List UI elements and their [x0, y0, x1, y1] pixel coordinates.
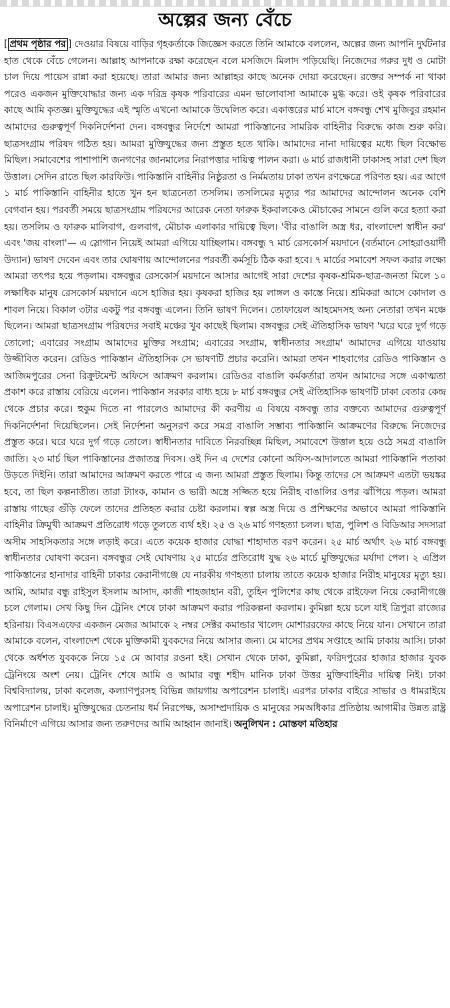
- byline-label: অনুলিখন :: [234, 719, 277, 731]
- article-text: দেওয়ার বিষয়ে বাড়ির গৃহকর্তাকে জিজ্ঞেস করতে তিনি আমাকে বললেন, অল্পের জন্য আপনি দুর্ঘটনার হাত থেকে বেঁচে গেলেন। আল্লাহ আপনাকে রক্ষা করেছেন বলে মসজিদে মিলাদ পড়িয়েছি। নিজেদের গরুর দুধ ও মোটা চাল দিয়ে পায়েস রান্না করা হয়েছে। তারা আমার জন্য আল্লাহর কাছে অনেক দোয়া করেছেন। রক্তের সম্পর্ক না থাকা পরেও একজন মুক্তিযোদ্ধার জন্য এক দরিদ্র কৃষক পরিবারের এমন ভালোবাসা আমাকে মুগ্ধ করে। ওই কৃষক পরিবারের কাছে আমি কৃতজ্ঞ। মুক্তিযুদ্ধের এই স্মৃতি এখনো আমাকে উদ্বেলিত করে। একাত্তরের মার্চ মাসে বঙ্গবন্ধু শেখ মুজিবুর রহমান আমাদের গুরুত্বপূর্ণ দিকনির্দেশনা দেন। বঙ্গবন্ধুর নির্দেশে আমরা পাকিস্তানের সামরিক বাহিনীর বিরুদ্ধে কাজ শুরু করি। ছাত্রসংগ্রাম পরিষদ গঠিত হয়। আমরা মুক্তিযুদ্ধের জন্য প্রস্তুত হতে থাকি। আমাদের নানা দায়িত্বের মধ্যে ছিল বিক্ষোভ মিছিল। সমাবেশের পাশাপাশি জনগণের জানমালের নিরাপত্তার দায়িত্ব পালন করা। ৬ মার্চ রাজধানী ঢাকাসহ সারা দেশ ছিল উত্তাল। সেদিন রাতে ছিল কারফিউ। পাকিস্তানি বাহিনীর নিষ্ঠুরতা ও নির্মমতায় ঢাকা তখন রণক্ষেত্রে পরিণত হয়। এর আগে ১ মার্চ পাকিস্তানি বাহিনীর হাতে খুন হন ছাত্রনেতা তসলিম। তসলিমের মৃত্যুর পর আমাদের আন্দোলন অনেক বেশি বেগবান হয়। পরবর্তী সময়ে ছাত্রসংগ্রাম পরিষদের আরেক নেতা ফারুক ইকবালকেও মৌচাকের সামনে গুলি করে হত্যা করা হয়। তসলিম ও ফারুক মালিবাগ, গুলবাগ, মৌচাক এলাকার দায়িত্বে ছিল। 'বীর বাঙালি অস্ত্র ধর, বাংলাদেশ স্বাধীন কর' এবং 'জয় বাংলা'— এ স্লোগান নিয়েই আমরা এগিয়ে যাচ্ছিলাম। বঙ্গবন্ধু ৭ মার্চ রেসকোর্স ময়দানে (বর্তমানে সোহরাওয়ার্দী উদ্যান) ভাষণ দেবেন এবং তার ঘোষণায় আন্দোলনের পরবর্তী কর্মসূচি ঠিক করা হবে। ৭ মার্চের সমাবেশ সফল করার লক্ষ্যে আমরা তৎপর হয়ে পড়লাম। বঙ্গবন্ধুর রেসকোর্স ময়দানে আসার আগেই সারা দেশের কৃষক-শ্রমিক-ছাত্র-জনতা মিলে ১০ লক্ষাধিক মানুষ রেসকোর্স ময়দানে এসে হাজির হয়। কৃষকরা হাজির হয় লাঙ্গল ও কাস্তে নিয়ে। শ্রমিকরা আসে কোদাল ও শাবল নিয়ে। বিকাল ৩টার একটু পর বঙ্গবন্ধু এলেন। তিনি ভাষণ দিলেন। তোফায়েল আহমেদসহ অন্য নেতারা তখন মঞ্চে ছিলেন। আমরা ছাত্রসংগ্রাম পরিষদের সবাই মঞ্চের খুব কাছেই ছিলাম। বঙ্গবন্ধুর সেই ঐতিহাসিক ভাষণ 'ঘরে ঘরে দুর্গ গড়ে তোলো; এবারের সংগ্রাম আমাদের মুক্তির সংগ্রাম; এবারের সংগ্রাম, স্বাধীনতার সংগ্রাম' আমাদের এগিয়ে যাওয়ায় উজ্জীবিত করেন। রেডিও পাকিস্তান ঐতিহাসিক সে ভাষণটি প্রচার করেনি। আমরা তখন শাহবাগের রেডিও পাকিস্তান ও আজিমপুরের সেনা রিক্রুটমেন্ট অফিসে আক্রমণ করলাম। রেডিওর বাঙালি কর্মকর্তারা তখন আমাদের সঙ্গে একাত্মতা প্রকাশ করে রাস্তায় বেরিয়ে এলেন। পাকিস্তান সরকার বাধ্য হয়ে ৮ মার্চ বঙ্গবন্ধুর সেই ঐতিহাসিক ভাষণটি ঢাকা বেতার কেন্দ্র থেকে প্রচার করে। হুকুম দিতে না পারলেও আমাদের কী করণীয় এ বিষয়ে বঙ্গবন্ধু তার বক্তব্যে আমাদের গুরুত্বপূর্ণ দিকনির্দেশনা দিয়েছিলেন। সেই নির্দেশনা অনুসরণ করে সমগ্র বাঙালি সম্ভাব্য পাকিস্তানি আক্রমণের বিরুদ্ধে নিজেদের প্রস্তুত করে। ঘরে ঘরে দুর্গ গড়ে তোলে। স্বাধীনতার দাবিতে নিরবচ্ছিন্ন মিছিল, সমাবেশে উত্তাল হয়ে ওঠে সমগ্র বাঙালি জাতি। ২৩ মার্চ ছিল পাকিস্তানের প্রজাতন্ত্র দিবস। ওই দিন এ দেশের কোনো অফিস-আদালতে আমরা পাকিস্তানি পতাকা উড়তে দিইনি। তারা আমাদের আক্রমণ করতে পারে এ জন্য আমরা প্রস্তুত ছিলাম। কিন্তু তাদের সে আক্রমণ এতটা ভয়ঙ্কর হবে, তা ছিল কল্পনাতীত। তারা ট্যাংক, কামান ও ভারী অস্ত্রে সজ্জিত হয়ে নিরীহ বাঙালির ওপর ঝাঁপিয়ে পড়ল। আমরা রাস্তায় গাছের গুঁড়ি ফেলে তাদের প্রতিহত করার চেষ্টা করলাম। স্বল্প অস্ত্র দিয়ে ও প্রশিক্ষণের অভাবে আমরা পাকিস্তানি বাহিনীর ক্রিমুখী আক্রমণ প্রতিরোধ গড়ে তুলতে ব্যর্থ হই। ২৫ ও ২৬ মার্চ গণহত্যা চলল। ছাত্র, পুলিশ ও বিডিআর সদস্যরা অসীম সাহসিকতার সঙ্গে লড়াই করে। এতে কয়েক হাজার যোদ্ধা শাহাদাত বরণ করেন। ২৫ মার্চ অর্থাৎ ২৬ মার্চ বঙ্গবন্ধু স্বাধীনতার ঘোষণা করেন। বঙ্গবন্ধুর সেই ঘোষণায় ২৫ মার্চের প্রতিরোধ যুদ্ধ ২৬ মার্চে মুক্তিযুদ্ধের মর্যাদা পেল। ২ এপ্রিল পাকিস্তানের হানাদার বাহিনী ঢাকার কেরানীগঞ্জে যে নারকীয় গণহত্যা চালায় তাতে কয়েক হাজার নিরীহ মানুষের মৃত্যু হয়। আমি, আমার বন্ধু রাইসুল ইসলাম আসাদ, কাজী শাহজাহান বরী, তুহিন পুলিশের কাছ থেকে রাইফেল নিয়ে কেরানীগঞ্জে চলে গেলাম। সেখ কিছু দিন ট্রেনিং শেষে ঢাকা আক্রমণ করার পরিকল্পনা করলাম। কুমিল্লা হয়ে চলে যাই ত্রিপুরা রাজ্যের হরিনায়। বিএসএফের একজন মেজর আমাকে ২ নম্বর সেক্টর কমান্ডার খালেদ মোশাররফের কাছে নিয়ে যান। সেখানে তারা আমাকে বলেন, বাংলাদেশ থেকে মুক্তিকামী যুবকদের নিয়ে আসার জন্য। মে মাসের প্রথম সপ্তাহে আমি ঢাকায় আসি। ঢাকা থেকে অর্ধশত যুবককে নিয়ে ১৫ মে আবার রওনা হই। সেখান থেকে ঢাকা, কুমিল্লা, ফরিদপুরের হাজার হাজার যুবক ট্রেনিংয়ে অংশ নেয়। ট্রেনিং শেষে আমি ও আমার বন্ধু শহীদ মানিক ঢাকা উত্তর মুক্তিবাহিনীর দায়িত্ব নিই। ঢাকা বিশ্ববিদ্যালয়, ঢাকা কলেজ, কল্যাণপুরসহ বিভিন্ন জায়গায় অপারেশন চালাই। এরপর ঢাকার বাইরে সাভার ও ধামরাইয়ে অপারেশন চালাই। মুক্তিযুদ্ধের চেতনায় ধর্ম নিরপেক্ষ, অসাম্প্রদায়িক ও মানুষের সমঅধিকার প্রতিষ্ঠায় আগামীর উন্নত রাষ্ট্র বিনির্মাণে এগিয়ে আসার জন্য তরুণদের আমি আহ্বান জানাই।: [4, 39, 446, 731]
- byline-name: মোস্তফা মতিহার: [278, 719, 338, 731]
- article-headline: অল্পের জন্য বেঁচে: [158, 9, 292, 31]
- clipped-previous-text: [0, 0, 450, 7]
- article-paragraph: [ প্রথম পৃষ্ঠার পর ] দেওয়ার বিষয়ে বাড়ির গৃহকর্তাকে জিজ্ঞেস করতে তিনি আমাকে বললেন, অল্পের জন্য আপনি দুর্ঘটনার হাত থেকে বেঁচে গেলেন। আল্লাহ আপনাকে রক্ষা করেছেন বলে মসজিদে মিলাদ পড়িয়েছি। নিজেদের গরুর দুধ ও মোটা চাল দিয়ে পায়েস রান্না করা হয়েছে। তারা আমার জন্য আল্লাহর কাছে অনেক দোয়া করেছেন। রক্তের সম্পর্ক না থাকা পরেও একজন মুক্তিযোদ্ধার জন্য এক দরিদ্র কৃষক পরিবারের এমন ভালোবাসা আমাকে মুগ্ধ করে। ওই কৃষক পরিবারের কাছে আমি কৃতজ্ঞ। মুক্তিযুদ্ধের এই স্মৃতি এখনো আমাকে উদ্বেলিত করে। একাত্তরের মার্চ মাসে বঙ্গবন্ধু শেখ মুজিবুর রহমান আমাদের গুরুত্বপূর্ণ দিকনির্দেশনা দেন। বঙ্গবন্ধুর নির্দেশে আমরা পাকিস্তানের সামরিক বাহিনীর বিরুদ্ধে কাজ শুরু করি। ছাত্রসংগ্রাম পরিষদ গঠিত হয়। আমরা মুক্তিযুদ্ধের জন্য প্রস্তুত হতে থাকি। আমাদের নানা দায়িত্বের মধ্যে ছিল বিক্ষোভ মিছিল। সমাবেশের পাশাপাশি জনগণের জানমালের নিরাপত্তার দায়িত্ব পালন করা। ৬ মার্চ রাজধানী ঢাকাসহ সারা দেশ ছিল উত্তাল। সেদিন রাতে ছিল কারফিউ। পাকিস্তানি বাহিনীর নিষ্ঠুরতা ও নির্মমতায় ঢাকা তখন রণক্ষেত্রে পরিণত হয়। এর আগে ১ মার্চ পাকিস্তানি বাহিনীর হাতে খুন হন ছাত্রনেতা তসলিম। তসলিমের মৃত্যুর পর আমাদের আন্দোলন অনেক বেশি বেগবান হয়। পরবর্তী সময়ে ছাত্রসংগ্রাম পরিষদের আরেক নেতা ফারুক ইকবালকেও মৌচাকের সামনে গুলি করে হত্যা করা হয়। তসলিম ও ফারুক মালিবাগ, গুলবাগ, মৌচাক এলাকার দায়িত্বে ছিল। 'বীর বাঙালি অস্ত্র ধর, বাংলাদেশ স্বাধীন কর' এবং 'জয় বাংলা'— এ স্লোগান নিয়েই আমরা এগিয়ে যাচ্ছিলাম। বঙ্গবন্ধু ৭ মার্চ রেসকোর্স ময়দানে (বর্তমানে সোহরাওয়ার্দী উদ্যান) ভাষণ দেবেন এবং তার ঘোষণায় আন্দোলনের পরবর্তী কর্মসূচি ঠিক করা হবে। ৭ মার্চের সমাবেশ সফল করার লক্ষ্যে আমরা তৎপর হয়ে পড়লাম। বঙ্গবন্ধুর রেসকোর্স ময়দানে আসার আগেই সারা দেশের কৃষক-শ্রমিক-ছাত্র-জনতা মিলে ১০ লক্ষাধিক মানুষ রেসকোর্স ময়দানে এসে হাজির হয়। কৃষকরা হাজির হয় লাঙ্গল ও কাস্তে নিয়ে। শ্রমিকরা আসে কোদাল ও শাবল নিয়ে। বিকাল ৩টার একটু পর বঙ্গবন্ধু এলেন। তিনি ভাষণ দিলেন। তোফায়েল আহমেদসহ অন্য নেতারা তখন মঞ্চে ছিলেন। আমরা ছাত্রসংগ্রাম পরিষদের সবাই মঞ্চের খুব কাছেই ছিলাম। বঙ্গবন্ধুর সেই ঐতিহাসিক ভাষণ 'ঘরে ঘরে দুর্গ গড়ে তোলো; এবারের সংগ্রাম আমাদের মুক্তির সংগ্রাম; এবারের সংগ্রাম, স্বাধীনতার সংগ্রাম' আমাদের এগিয়ে যাওয়ায় উজ্জীবিত করেন। রেডিও পাকিস্তান ঐতিহাসিক সে ভাষণটি প্রচার করেনি। আমরা তখন শাহবাগের রেডিও পাকিস্তান ও আজিমপুরের সেনা রিক্রুটমেন্ট অফিসে আক্রমণ করলাম। রেডিওর বাঙালি কর্মকর্তারা তখন আমাদের সঙ্গে একাত্মতা প্রকাশ করে রাস্তায় বেরিয়ে এলেন। পাকিস্তান সরকার বাধ্য হয়ে ৮ মার্চ বঙ্গবন্ধুর সেই ঐতিহাসিক ভাষণটি ঢাকা বেতার কেন্দ্র থেকে প্রচার করে। হুকুম দিতে না পারলেও আমাদের কী করণীয় এ বিষয়ে বঙ্গবন্ধু তার বক্তব্যে আমাদের গুরুত্বপূর্ণ দিকনির্দেশনা দিয়েছিলেন। সেই নির্দেশনা অনুসরণ করে সমগ্র বাঙালি সম্ভাব্য পাকিস্তানি আক্রমণের বিরুদ্ধে নিজেদের প্রস্তুত করে। ঘরে ঘরে দুর্গ গড়ে তোলে। স্বাধীনতার দাবিতে নিরবচ্ছিন্ন মিছিল, সমাবেশে উত্তাল হয়ে ওঠে সমগ্র বাঙালি জাতি। ২৩ মার্চ ছিল পাকিস্তানের প্রজাতন্ত্র দিবস। ওই দিন এ দেশের কোনো অফিস-আদালতে আমরা পাকিস্তানি পতাকা উড়তে দিইনি। তারা আমাদের আক্রমণ করতে পারে এ জন্য আমরা প্রস্তুত ছিলাম। কিন্তু তাদের সে আক্রমণ এতটা ভয়ঙ্কর হবে, তা ছিল কল্পনাতীত। তারা ট্যাংক, কামান ও ভারী অস্ত্রে সজ্জিত হয়ে নিরীহ বাঙালির ওপর ঝাঁপিয়ে পড়ল। আমরা রাস্তায় গাছের গুঁড়ি ফেলে তাদের প্রতিহত করার চেষ্টা করলাম। স্বল্প অস্ত্র দিয়ে ও প্রশিক্ষণের অভাবে আমরা পাকিস্তানি বাহিনীর ক্রিমুখী আক্রমণ প্রতিরোধ গড়ে তুলতে ব্যর্থ হই। ২৫ ও ২৬ মার্চ গণহত্যা চলল। ছাত্র, পুলিশ ও বিডিআর সদস্যরা অসীম সাহসিকতার সঙ্গে লড়াই করে। এতে কয়েক হাজার যোদ্ধা শাহাদাত বরণ করেন। ২৫ মার্চ অর্থাৎ ২৬ মার্চ বঙ্গবন্ধু স্বাধীনতার ঘোষণা করেন। বঙ্গবন্ধুর সেই ঘোষণায় ২৫ মার্চের প্রতিরোধ যুদ্ধ ২৬ মার্চে মুক্তিযুদ্ধের মর্যাদা পেল। ২ এপ্রিল পাকিস্তানের হানাদার বাহিনী ঢাকার কেরানীগঞ্জে যে নারকীয় গণহত্যা চালায় তাতে কয়েক হাজার নিরীহ মানুষের মৃত্যু হয়। আমি, আমার বন্ধু রাইসুল ইসলাম আসাদ, কাজী শাহজাহান বরী, তুহিন পুলিশের কাছ থেকে রাইফেল নিয়ে কেরানীগঞ্জে চলে গেলাম। সেখ কিছু দিন ট্রেনিং শেষে ঢাকা আক্রমণ করার পরিকল্পনা করলাম। কুমিল্লা হয়ে চলে যাই ত্রিপুরা রাজ্যের হরিনায়। বিএসএফের একজন মেজর আমাকে ২ নম্বর সেক্টর কমান্ডার খালেদ মোশাররফের কাছে নিয়ে যান। সেখানে তারা আমাকে বলেন, বাংলাদেশ থেকে মুক্তিকামী যুবকদের নিয়ে আসার জন্য। মে মাসের প্রথম সপ্তাহে আমি ঢাকায় আসি। ঢাকা থেকে অর্ধশত যুবককে নিয়ে ১৫ মে আবার রওনা হই। সেখান থেকে ঢাকা, কুমিল্লা, ফরিদপুরের হাজার হাজার যুবক ট্রেনিংয়ে অংশ নেয়। ট্রেনিং শেষে আমি ও আমার বন্ধু শহীদ মানিক ঢাকা উত্তর মুক্তিবাহিনীর দায়িত্ব নিই। ঢাকা বিশ্ববিদ্যালয়, ঢাকা কলেজ, কল্যাণপুরসহ বিভিন্ন জায়গায় অপারেশন চালাই। এরপর ঢাকার বাইরে সাভার ও ধামরাইয়ে অপারেশন চালাই। মুক্তিযুদ্ধের চেতনায় ধর্ম নিরপেক্ষ, অসাম্প্রদায়িক ও মানুষের সমঅধিকার প্রতিষ্ঠায় আগামীর উন্নত রাষ্ট্র বিনির্মাণে এগিয়ে আসার জন্য তরুণদের আমি আহ্বান জানাই। অনুলিখন : মোস্তফা মতিহার: [4, 39, 446, 731]
- article-body: [4, 37, 446, 1005]
- continued-label: প্রথম পৃষ্ঠার পর: [9, 39, 66, 50]
